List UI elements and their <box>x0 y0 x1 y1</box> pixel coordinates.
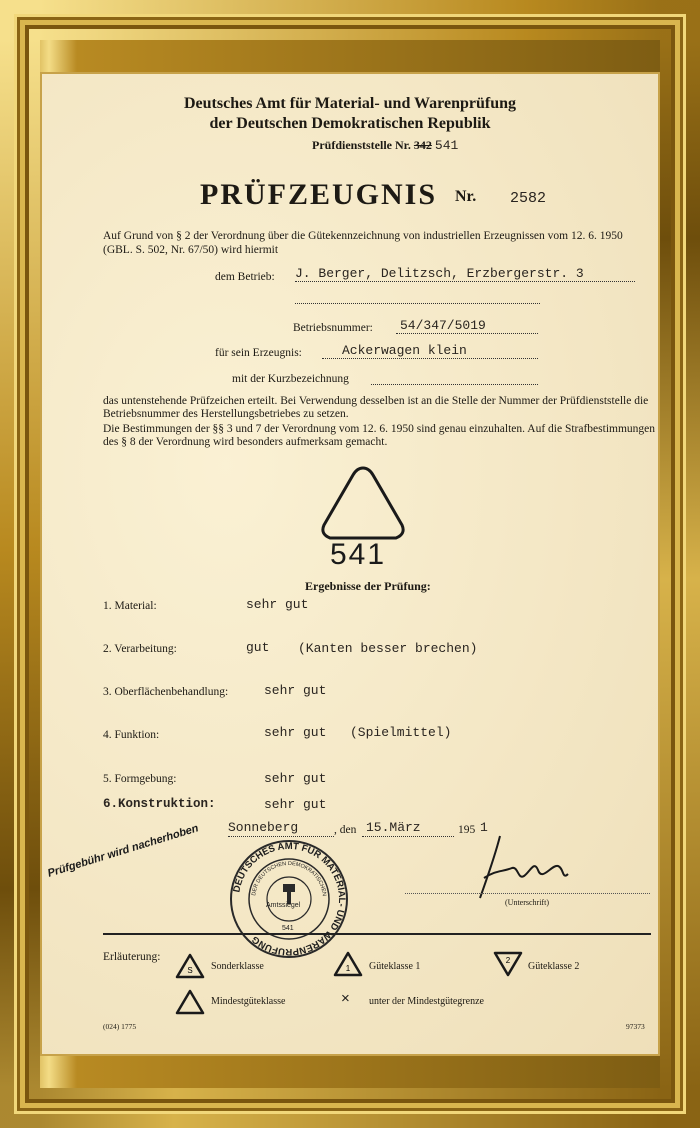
legend-heading: Erläuterung: <box>103 951 161 963</box>
short-name-line <box>371 384 538 385</box>
header-line-1: Deutsches Amt für Material- und Warenprüfung <box>183 95 516 112</box>
below-minimum-cross-icon: × <box>341 990 350 1007</box>
legend-symbol: 2 <box>505 956 511 965</box>
date-line <box>362 836 454 837</box>
result-value: sehr gut <box>264 683 327 698</box>
result-label: 6.Konstruktion: <box>103 797 216 811</box>
result-label: 2. Verarbeitung: <box>103 643 177 655</box>
company-label: dem Betrieb: <box>215 271 275 283</box>
legend-label: unter der Mindestgütegrenze <box>369 996 484 1007</box>
svg-text:DEUTSCHES AMT FÜR MATERIAL- UN <box>231 841 347 957</box>
intro-text: Auf Grund von § 2 der Verordnung über die Gütekennzeichnung von industriellen Erzeugnissen vom 12. 6. 1950 (GBL. S. 502, Nr. 67/50) wird hiermit <box>103 230 623 256</box>
result-value: sehr gut <box>264 797 327 812</box>
seal-center-text: Amtssiegel <box>266 902 301 909</box>
seal-ring-label: DEUTSCHES AMT FÜR MATERIAL- UND WARENPRÜFUNG <box>231 840 348 958</box>
class-2-triangle-icon <box>492 950 524 978</box>
special-class-triangle-icon <box>174 952 206 980</box>
results-heading: Ergebnisse der Prüfung: <box>305 579 431 593</box>
legend-symbol: S <box>187 966 193 975</box>
fee-stamp: Prüfgebühr wird nacherhoben <box>46 822 200 880</box>
date-value: 15.März <box>366 820 421 835</box>
header-line-2: der Deutschen Demokratischen Republik <box>209 115 491 132</box>
product-label: für sein Erzeugnis: <box>215 347 302 359</box>
paragraph-regulations: Die Bestimmungen der §§ 3 und 7 der Verordnung vom 12. 6. 1950 sind genau einzuhalten. Auf die Strafbestimmungen des § 8 der Verordnung wird besonders aufmerksam gemacht. <box>103 423 656 448</box>
company-number-label: Betriebsnummer: <box>293 322 373 334</box>
quality-mark-triangle-icon <box>315 462 411 548</box>
legend-symbol: 1 <box>345 964 351 973</box>
company-extra-line <box>295 303 540 304</box>
company-value: J. Berger, Delitzsch, Erzbergerstr. 3 <box>295 266 635 282</box>
office-number: 541 <box>434 138 459 153</box>
year-prefix: 195 <box>458 824 476 836</box>
result-label: 3. Oberflächenbehandlung: <box>103 686 229 698</box>
seal-ring-text <box>226 836 352 962</box>
office-label: Prüfdienststelle Nr. <box>312 138 411 152</box>
result-value: sehr gut <box>264 771 327 786</box>
legend-label: Güteklasse 1 <box>369 961 421 972</box>
footer-left: (024) 1775 <box>103 1022 137 1031</box>
result-value: sehr gut <box>264 725 327 740</box>
minimum-class-triangle-icon <box>174 988 206 1016</box>
page-title: PRÜFZEUGNIS <box>200 178 438 211</box>
result-note: (Kanten besser brechen) <box>298 641 478 656</box>
company-number-value: 54/347/5019 <box>396 318 538 334</box>
result-note: (Spielmittel) <box>350 725 452 740</box>
result-label: 4. Funktion: <box>103 729 160 741</box>
date-separator: , den <box>334 824 357 836</box>
legend-label: Sonderklasse <box>211 961 264 972</box>
legend-label: Güteklasse 2 <box>528 961 580 972</box>
seal-inner-label: DER DEUTSCHEN DEMOKRATISCHEN <box>251 860 327 897</box>
mark-number: 541 <box>330 538 387 571</box>
seal-number: 541 <box>282 925 294 932</box>
signature-icon <box>472 830 582 902</box>
signature-label: (Unterschrift) <box>505 898 549 907</box>
result-label: 5. Formgebung: <box>103 773 177 785</box>
official-seal <box>226 836 352 962</box>
title-nr-label: Nr. <box>455 188 477 205</box>
office-line <box>312 138 458 153</box>
product-value: Ackerwagen klein <box>322 343 538 359</box>
result-value: gut <box>246 640 270 655</box>
legend-divider <box>103 933 651 935</box>
result-value: sehr gut <box>246 597 309 612</box>
short-name-label: mit der Kurzbezeichnung <box>232 373 349 385</box>
certificate-number: 2582 <box>510 190 547 207</box>
place-value: Sonneberg <box>228 820 299 835</box>
signature-line <box>405 893 650 894</box>
office-struck-number: 342 <box>413 138 432 152</box>
legend-label: Mindestgüteklasse <box>211 996 286 1007</box>
result-label: 1. Material: <box>103 600 157 612</box>
class-1-triangle-icon <box>332 950 364 978</box>
footer-right: 97373 <box>626 1022 645 1031</box>
paragraph-usage: das untenstehende Prüfzeichen erteilt. Bei Verwendung desselben ist an die Stelle der Nummer der Prüfdienststelle die Betriebsnummer des Herstellungsbetriebes zu setzen. <box>103 395 649 420</box>
year-digit: 1 <box>480 820 488 835</box>
